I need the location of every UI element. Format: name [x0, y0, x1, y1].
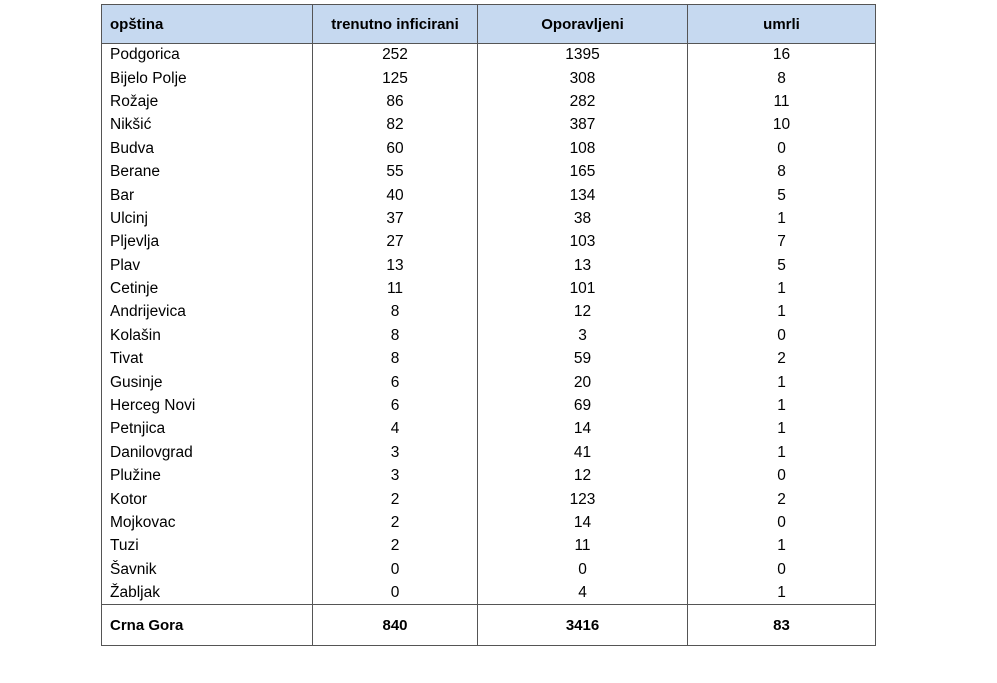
- cell-recovered: 14: [478, 418, 688, 441]
- cell-municipality: Tuzi: [102, 535, 313, 558]
- cell-municipality: Budva: [102, 137, 313, 160]
- cell-deceased: 1: [688, 371, 876, 394]
- cell-currently-infected: 3: [313, 441, 478, 464]
- cell-recovered: 41: [478, 441, 688, 464]
- cell-recovered: 11: [478, 535, 688, 558]
- table-row: [102, 137, 876, 160]
- total-currently-infected: 840: [313, 605, 478, 646]
- cell-deceased: 0: [688, 465, 876, 488]
- table-row: [102, 441, 876, 464]
- total-recovered: 3416: [478, 605, 688, 646]
- cell-municipality: Plav: [102, 254, 313, 277]
- cell-municipality: Ulcinj: [102, 207, 313, 230]
- table-row: [102, 371, 876, 394]
- total-row: [102, 605, 876, 646]
- cell-currently-infected: 2: [313, 488, 478, 511]
- cell-currently-infected: 40: [313, 184, 478, 207]
- table-row: [102, 114, 876, 137]
- header-recovered: Oporavljeni: [478, 5, 688, 44]
- table-row: [102, 348, 876, 371]
- cell-municipality: Kolašin: [102, 324, 313, 347]
- table-row: [102, 184, 876, 207]
- cell-recovered: 1395: [478, 44, 688, 67]
- cell-recovered: 12: [478, 301, 688, 324]
- cell-recovered: 20: [478, 371, 688, 394]
- cell-currently-infected: 60: [313, 137, 478, 160]
- table-row: [102, 277, 876, 300]
- cell-municipality: Kotor: [102, 488, 313, 511]
- cell-recovered: 103: [478, 231, 688, 254]
- table-row: [102, 67, 876, 90]
- cell-recovered: 13: [478, 254, 688, 277]
- cell-recovered: 14: [478, 511, 688, 534]
- table-body: [102, 44, 876, 605]
- cell-recovered: 59: [478, 348, 688, 371]
- cell-recovered: 108: [478, 137, 688, 160]
- cell-deceased: 5: [688, 254, 876, 277]
- cell-deceased: 1: [688, 581, 876, 604]
- cell-deceased: 1: [688, 441, 876, 464]
- cell-deceased: 8: [688, 160, 876, 183]
- table-row: [102, 511, 876, 534]
- cell-recovered: 0: [478, 558, 688, 581]
- table-row: [102, 418, 876, 441]
- table-row: [102, 90, 876, 113]
- table-footer: [102, 605, 876, 646]
- cell-municipality: Cetinje: [102, 277, 313, 300]
- cell-currently-infected: 37: [313, 207, 478, 230]
- cell-recovered: 4: [478, 581, 688, 604]
- cell-recovered: 134: [478, 184, 688, 207]
- cell-recovered: 165: [478, 160, 688, 183]
- cell-municipality: Petnjica: [102, 418, 313, 441]
- cell-municipality: Bar: [102, 184, 313, 207]
- cell-municipality: Gusinje: [102, 371, 313, 394]
- table-row: [102, 44, 876, 67]
- cell-municipality: Plužine: [102, 465, 313, 488]
- cell-municipality: Andrijevica: [102, 301, 313, 324]
- cell-municipality: Herceg Novi: [102, 394, 313, 417]
- cell-municipality: Mojkovac: [102, 511, 313, 534]
- cell-deceased: 8: [688, 67, 876, 90]
- cell-deceased: 1: [688, 277, 876, 300]
- cell-deceased: 1: [688, 394, 876, 417]
- cell-municipality: Žabljak: [102, 581, 313, 604]
- table-row: [102, 558, 876, 581]
- cell-deceased: 2: [688, 488, 876, 511]
- table-row: [102, 301, 876, 324]
- cell-recovered: 101: [478, 277, 688, 300]
- cell-municipality: Nikšić: [102, 114, 313, 137]
- table-row: [102, 488, 876, 511]
- cell-currently-infected: 13: [313, 254, 478, 277]
- cell-deceased: 0: [688, 137, 876, 160]
- cell-recovered: 12: [478, 465, 688, 488]
- cell-deceased: 1: [688, 418, 876, 441]
- cell-municipality: Bijelo Polje: [102, 67, 313, 90]
- cell-municipality: Podgorica: [102, 44, 313, 67]
- header-municipality: opština: [102, 5, 313, 44]
- cell-currently-infected: 0: [313, 581, 478, 604]
- table-row: [102, 207, 876, 230]
- header-currently-infected: trenutno inficirani: [313, 5, 478, 44]
- cell-recovered: 282: [478, 90, 688, 113]
- table-row: [102, 535, 876, 558]
- total-label: Crna Gora: [102, 605, 313, 646]
- cell-currently-infected: 86: [313, 90, 478, 113]
- table-header: [102, 5, 876, 44]
- cell-municipality: Rožaje: [102, 90, 313, 113]
- cell-deceased: 7: [688, 231, 876, 254]
- cell-currently-infected: 8: [313, 348, 478, 371]
- cell-deceased: 1: [688, 301, 876, 324]
- cell-currently-infected: 55: [313, 160, 478, 183]
- cell-municipality: Pljevlja: [102, 231, 313, 254]
- header-row: [102, 5, 876, 44]
- cell-deceased: 16: [688, 44, 876, 67]
- cell-deceased: 0: [688, 558, 876, 581]
- cell-recovered: 387: [478, 114, 688, 137]
- table-row: [102, 254, 876, 277]
- cell-recovered: 308: [478, 67, 688, 90]
- municipality-stats-table: [101, 4, 876, 646]
- cell-deceased: 0: [688, 324, 876, 347]
- header-deceased: umrli: [688, 5, 876, 44]
- cell-deceased: 11: [688, 90, 876, 113]
- cell-municipality: Berane: [102, 160, 313, 183]
- cell-currently-infected: 4: [313, 418, 478, 441]
- cell-municipality: Danilovgrad: [102, 441, 313, 464]
- cell-deceased: 10: [688, 114, 876, 137]
- cell-deceased: 5: [688, 184, 876, 207]
- table-row: [102, 465, 876, 488]
- cell-currently-infected: 2: [313, 511, 478, 534]
- table-row: [102, 394, 876, 417]
- cell-currently-infected: 8: [313, 324, 478, 347]
- table-row: [102, 581, 876, 604]
- cell-currently-infected: 0: [313, 558, 478, 581]
- cell-currently-infected: 2: [313, 535, 478, 558]
- cell-recovered: 123: [478, 488, 688, 511]
- cell-currently-infected: 3: [313, 465, 478, 488]
- cell-recovered: 69: [478, 394, 688, 417]
- cell-currently-infected: 27: [313, 231, 478, 254]
- total-deceased: 83: [688, 605, 876, 646]
- cell-recovered: 3: [478, 324, 688, 347]
- cell-municipality: Šavnik: [102, 558, 313, 581]
- table-row: [102, 324, 876, 347]
- cell-deceased: 1: [688, 535, 876, 558]
- cell-deceased: 2: [688, 348, 876, 371]
- cell-currently-infected: 6: [313, 394, 478, 417]
- cell-currently-infected: 252: [313, 44, 478, 67]
- cell-deceased: 0: [688, 511, 876, 534]
- cell-recovered: 38: [478, 207, 688, 230]
- cell-currently-infected: 6: [313, 371, 478, 394]
- cell-deceased: 1: [688, 207, 876, 230]
- cell-currently-infected: 11: [313, 277, 478, 300]
- cell-currently-infected: 82: [313, 114, 478, 137]
- table-row: [102, 160, 876, 183]
- table-row: [102, 231, 876, 254]
- cell-municipality: Tivat: [102, 348, 313, 371]
- cell-currently-infected: 8: [313, 301, 478, 324]
- cell-currently-infected: 125: [313, 67, 478, 90]
